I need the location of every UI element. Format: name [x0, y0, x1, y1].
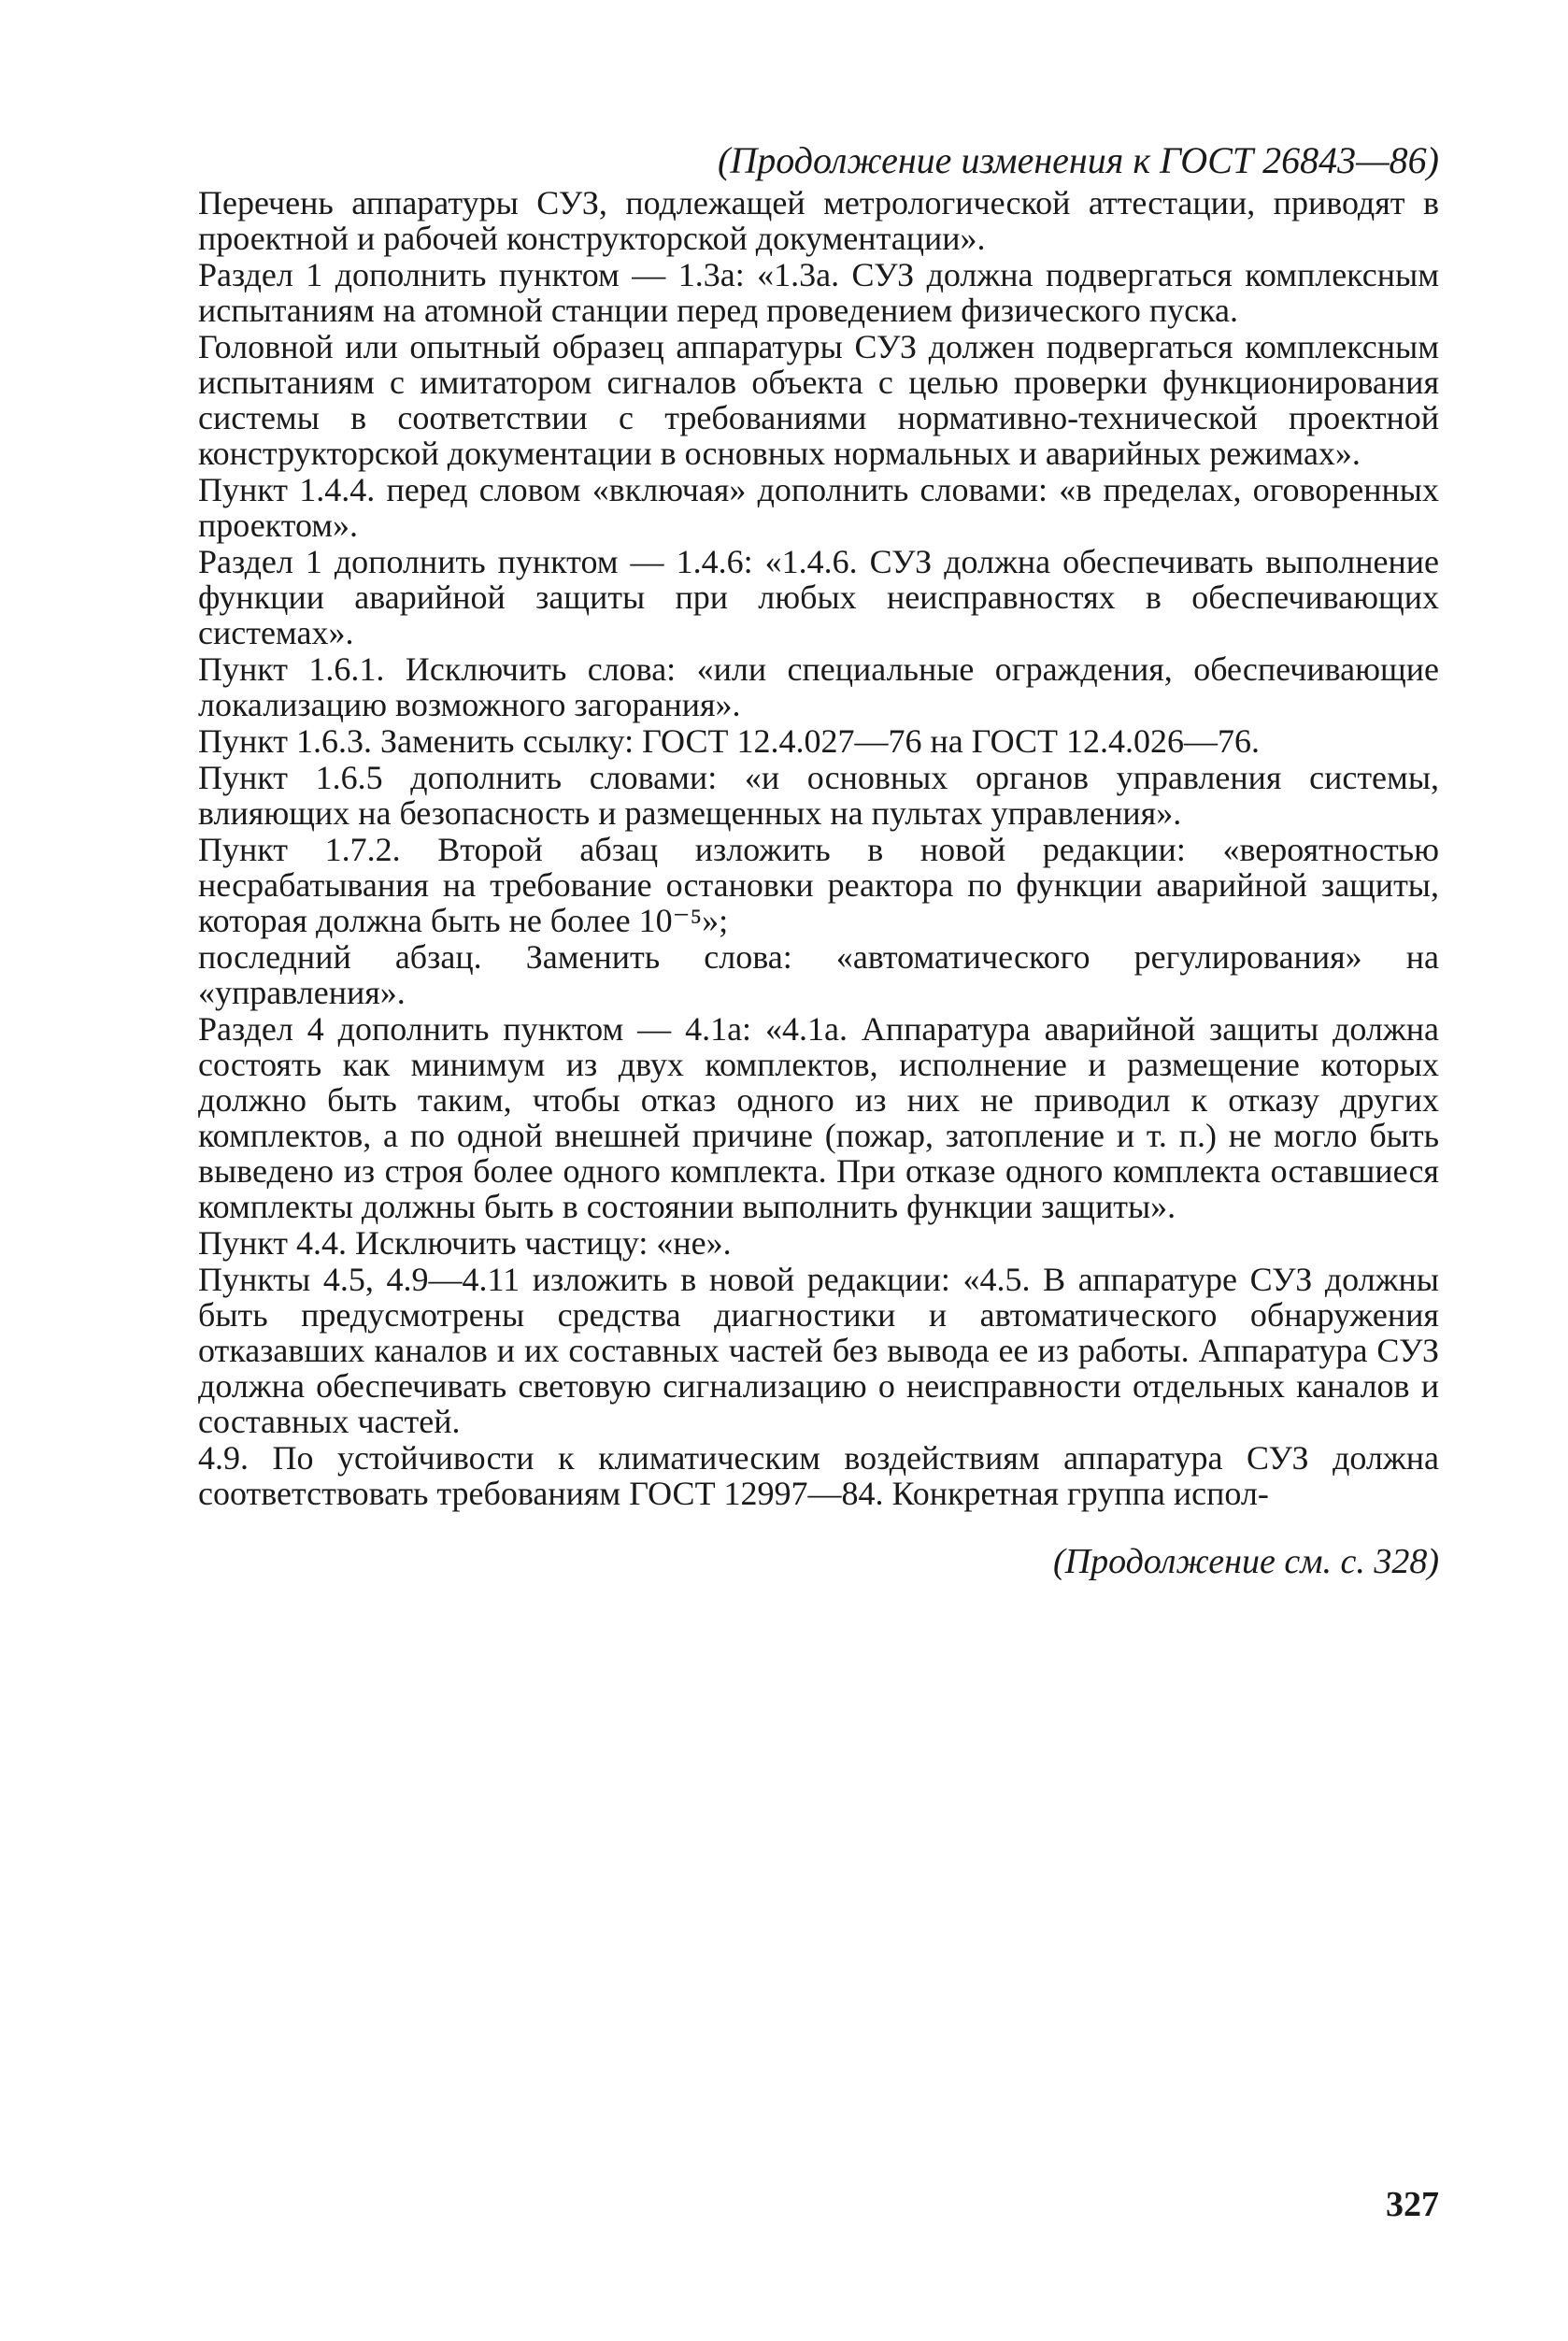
- paragraph: 4.9. По устойчивости к климатическим воздействиям аппаратура СУЗ должна соответствовать требованиям ГОСТ 12997—84. Конкретная группа испол-: [198, 1439, 1439, 1512]
- document-body: [198, 185, 1439, 1512]
- paragraph: Перечень аппаратуры СУЗ, подлежащей метрологической аттестации, приводят в проектной и рабочей конструкторской документации».: [198, 184, 1439, 257]
- paragraph: Пункт 1.7.2. Второй абзац изложить в новой редакции: «вероятностью несрабатывания на требование остановки реактора по функции аварийной защиты, которая должна быть не более 10⁻⁵»;: [198, 831, 1439, 939]
- paragraph: последний абзац. Заменить слова: «автоматического регулирования» на «управления».: [198, 938, 1439, 1011]
- paragraph: Раздел 4 дополнить пунктом — 4.1а: «4.1а. Аппаратура аварийной защиты должна состоять как минимум из двух комплектов, исполнение и размещение которых должно быть таким, чтобы отказ одного из них не приводил к отказу других комплектов, а по одной внешней причине (пожар, затопление и т. п.) не могло быть выведено из строя более одного комплекта. При отказе одного комплекта оставшиеся комплекты должны быть в состоянии выполнить функции защиты».: [198, 1010, 1439, 1225]
- paragraph: Пункт 1.6.3. Заменить ссылку: ГОСТ 12.4.027—76 на ГОСТ 12.4.026—76.: [198, 722, 1261, 760]
- paragraph: Пункт 4.4. Исключить частицу: «не».: [198, 1224, 732, 1262]
- paragraph: Раздел 1 дополнить пунктом — 1.3а: «1.3а. СУЗ должна подвергаться комплексным испытаниям на атомной станции перед проведением физического пуска.: [198, 256, 1439, 329]
- paragraph: Пункт 1.4.4. перед словом «включая» дополнить словами: «в пределах, оговоренных проектом».: [198, 471, 1439, 544]
- page-number: 327: [1386, 2185, 1439, 2224]
- paragraph: Пункты 4.5, 4.9—4.11 изложить в новой редакции: «4.5. В аппаратуре СУЗ должны быть предусмотрены средства диагностики и автоматического обнаружения отказавших каналов и их составных частей без вывода ее из работы. Аппаратура СУЗ должна обеспечивать световую сигнализацию о неисправности отдельных каналов и составных частей.: [198, 1261, 1439, 1440]
- continuation-header: (Продолжение изменения к ГОСТ 26843—86): [718, 139, 1439, 181]
- paragraph: Головной или опытный образец аппаратуры СУЗ должен подвергаться комплексным испытаниям с имитатором сигналов объекта с целью проверки функционирования системы в соответствии с требованиями нормативно-технической проектной конструкторской документации в основных нормальных и аварийных режимах».: [198, 328, 1439, 472]
- paragraph: Раздел 1 дополнить пунктом — 1.4.6: «1.4.6. СУЗ должна обеспечивать выполнение функции аварийной защиты при любых неисправностях в обеспечивающих системах».: [198, 543, 1439, 651]
- paragraph: Пункт 1.6.5 дополнить словами: «и основных органов управления системы, влияющих на безопасность и размещенных на пультах управления».: [198, 759, 1439, 832]
- continuation-footer: (Продолжение см. с. 328): [1052, 1542, 1439, 1581]
- paragraph: Пункт 1.6.1. Исключить слова: «или специальные ограждения, обеспечивающие локализацию возможного загорания».: [198, 650, 1439, 723]
